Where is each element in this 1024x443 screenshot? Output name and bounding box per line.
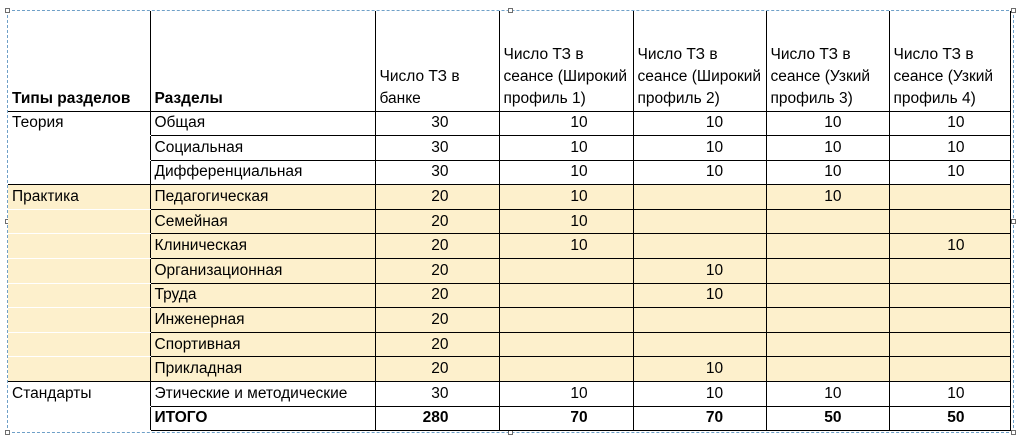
header-section: Разделы (150, 11, 375, 111)
cell-section: Семейная (150, 209, 375, 234)
table-row (8, 382, 1010, 407)
cell-p1: 10 (499, 382, 633, 407)
cell-bank: 20 (375, 332, 499, 357)
cell-section: Дифференциальная (150, 160, 375, 185)
header-profile-1: Число ТЗ в сеансе (Широкий профиль 1) (499, 11, 633, 111)
cell-p2 (633, 209, 766, 234)
cell-p4 (889, 259, 1010, 284)
cell-type: Стандарты (12, 384, 92, 402)
cell-p2 (633, 234, 766, 259)
cell-type (8, 283, 150, 308)
cell-p4 (889, 185, 1010, 210)
cell-total-p4: 50 (889, 406, 1010, 431)
cell-type (8, 406, 150, 431)
cell-p4 (889, 209, 1010, 234)
cell-p2: 10 (633, 259, 766, 284)
cell-section: Общая (150, 111, 375, 136)
cell-type (8, 357, 150, 382)
cell-p1: 10 (499, 234, 633, 259)
cell-section: Спортивная (150, 332, 375, 357)
cell-bank: 20 (375, 209, 499, 234)
table-row (8, 209, 1010, 234)
cell-bank: 20 (375, 234, 499, 259)
cell-section: Этические и методические (150, 382, 375, 407)
cell-section: Организационная (150, 259, 375, 284)
cell-p1: 10 (499, 136, 633, 161)
cell-p4: 10 (889, 382, 1010, 407)
resize-handle-top-right[interactable] (1011, 8, 1016, 13)
cell-total-p2: 70 (633, 406, 766, 431)
cell-bank: 20 (375, 185, 499, 210)
table-row (8, 185, 1010, 210)
cell-p1: 10 (499, 209, 633, 234)
cell-type (8, 308, 150, 333)
cell-type (8, 160, 150, 185)
resize-handle-bottom-right[interactable] (1011, 430, 1016, 435)
cell-p2: 10 (633, 283, 766, 308)
table-row (8, 308, 1010, 333)
cell-total-p3: 50 (766, 406, 889, 431)
cell-bank: 20 (375, 308, 499, 333)
cell-p3: 10 (766, 111, 889, 136)
table-row (8, 259, 1010, 284)
cell-section: Педагогическая (150, 185, 375, 210)
cell-p4 (889, 283, 1010, 308)
cell-type (8, 259, 150, 284)
cell-bank: 30 (375, 111, 499, 136)
table-row (8, 111, 1010, 136)
test-tasks-table (8, 11, 1011, 431)
header-profile-2: Число ТЗ в сеансе (Широкий профиль 2) (633, 11, 766, 111)
cell-total-label: ИТОГО (150, 406, 375, 431)
cell-section: Социальная (150, 136, 375, 161)
table-row (8, 357, 1010, 382)
cell-bank: 20 (375, 357, 499, 382)
cell-p3: 10 (766, 185, 889, 210)
cell-p1 (499, 357, 633, 382)
header-section-type: Типы разделов (8, 11, 150, 111)
cell-total-p1: 70 (499, 406, 633, 431)
table-row (8, 160, 1010, 185)
cell-p1: 10 (499, 160, 633, 185)
cell-p3 (766, 283, 889, 308)
cell-p2: 10 (633, 136, 766, 161)
cell-type: Практика (8, 185, 150, 210)
cell-p4: 10 (889, 234, 1010, 259)
cell-bank: 30 (375, 136, 499, 161)
cell-p2: 10 (633, 357, 766, 382)
cell-p3: 10 (766, 136, 889, 161)
table-row (8, 136, 1010, 161)
cell-p3 (766, 332, 889, 357)
header-profile-3: Число ТЗ в сеансе (Узкий профиль 3) (766, 11, 889, 111)
cell-bank: 30 (375, 382, 499, 407)
table-row (8, 332, 1010, 357)
cell-p1 (499, 332, 633, 357)
cell-p2 (633, 308, 766, 333)
cell-p1: 10 (499, 111, 633, 136)
table-row (8, 283, 1010, 308)
cell-type (8, 332, 150, 357)
cell-p4 (889, 357, 1010, 382)
cell-p2 (633, 332, 766, 357)
cell-p2: 10 (633, 382, 766, 407)
cell-bank: 30 (375, 160, 499, 185)
cell-p4: 10 (889, 111, 1010, 136)
header-profile-4: Число ТЗ в сеансе (Узкий профиль 4) (889, 11, 1010, 111)
cell-p4 (889, 308, 1010, 333)
cell-section: Клиническая (150, 234, 375, 259)
cell-p4 (889, 332, 1010, 357)
cell-p1 (499, 259, 633, 284)
table-row (8, 234, 1010, 259)
cell-p1: 10 (499, 185, 633, 210)
cell-type (8, 136, 150, 161)
cell-total-bank: 280 (375, 406, 499, 431)
resize-handle-middle-right[interactable] (1011, 219, 1016, 224)
cell-p3: 10 (766, 160, 889, 185)
cell-section: Инженерная (150, 308, 375, 333)
cell-p3 (766, 357, 889, 382)
cell-p3 (766, 308, 889, 333)
cell-p2: 10 (633, 111, 766, 136)
cell-p3 (766, 259, 889, 284)
header-bank-count: Число ТЗ в банке (375, 11, 499, 111)
cell-type (8, 234, 150, 259)
total-row (8, 406, 1010, 431)
cell-section: Прикладная (150, 357, 375, 382)
cell-p1 (499, 308, 633, 333)
cell-section: Труда (150, 283, 375, 308)
cell-p3 (766, 209, 889, 234)
cell-type (8, 209, 150, 234)
cell-bank: 20 (375, 259, 499, 284)
cell-p1 (499, 283, 633, 308)
header-row (8, 11, 1010, 111)
cell-p4: 10 (889, 136, 1010, 161)
cell-type: Теория (12, 114, 64, 132)
cell-p2 (633, 185, 766, 210)
cell-p4: 10 (889, 160, 1010, 185)
cell-bank: 20 (375, 283, 499, 308)
cell-p2: 10 (633, 160, 766, 185)
cell-p3: 10 (766, 382, 889, 407)
cell-p3 (766, 234, 889, 259)
